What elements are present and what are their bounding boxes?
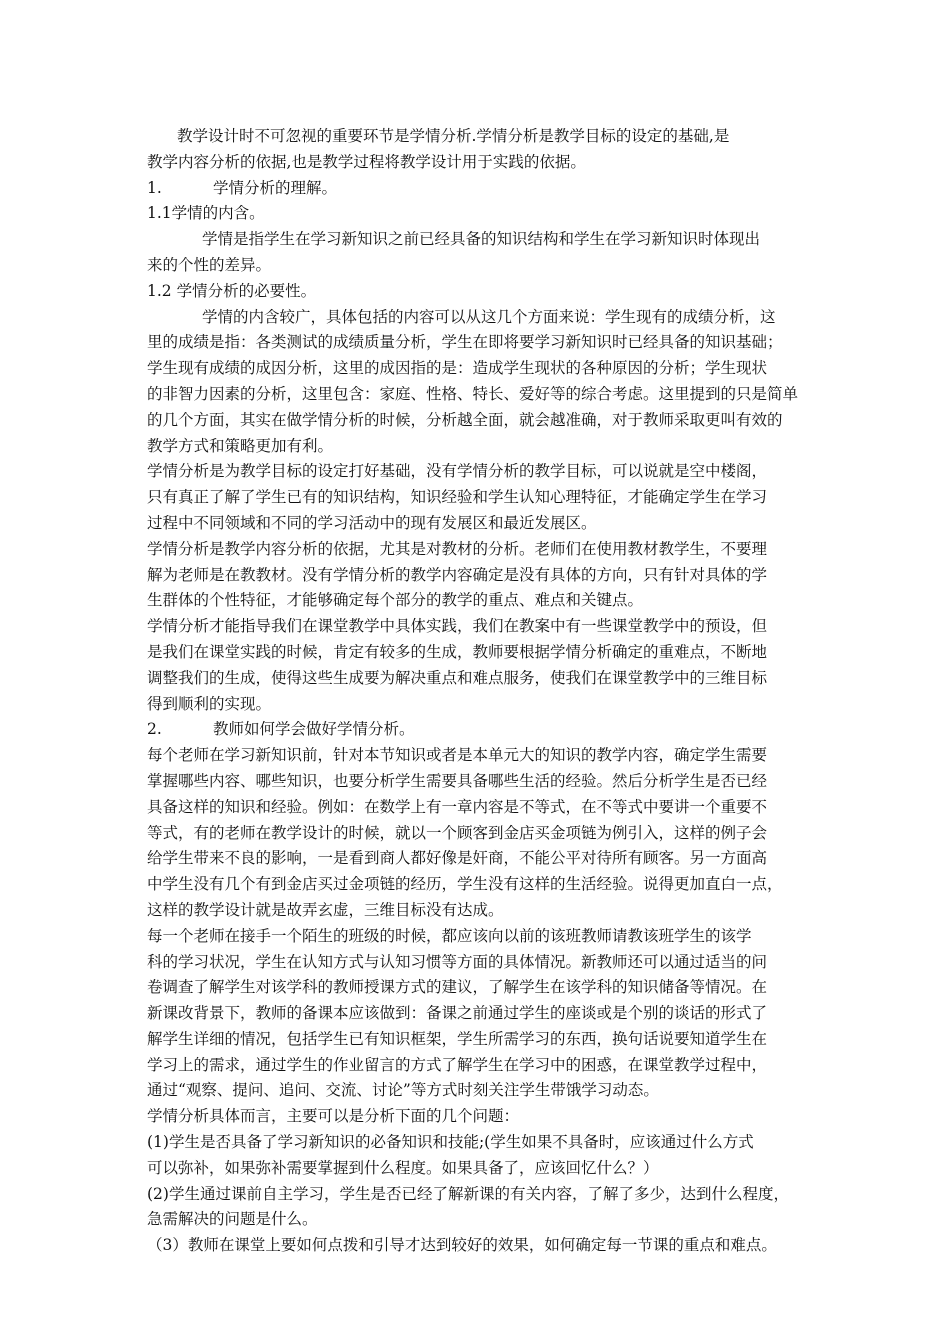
paragraph-line: 掌握哪些内容、哪些知识，也要分析学生需要具备哪些生活的经验。然后分析学生是否已经 <box>147 771 768 790</box>
paragraph-line: 来的个性的差异。 <box>147 255 272 274</box>
intro-paragraph-line: 教学内容分析的依据,也是教学过程将教学设计用于实践的依据。 <box>147 152 586 171</box>
section-number: 2. <box>147 720 162 739</box>
paragraph-line: 学情是指学生在学习新知识之前已经具备的知识结构和学生在学习新知识时体现出 <box>202 230 761 249</box>
paragraph-line: 新课改背景下，教师的备课本应该做到：备课之前通过学生的座谈或是个别的谈话的形式了 <box>147 1004 768 1023</box>
list-item-line: (2)学生通过课前自主学习，学生是否已经了解新课的有关内容，了解了多少，达到什么程度， <box>147 1184 789 1203</box>
section-number: 1. <box>147 178 162 197</box>
paragraph-line: 学生现有成绩的成因分析，这里的成因指的是：造成学生现状的各种原因的分析；学生现状 <box>147 359 768 378</box>
paragraph-line: 得到顺利的实现。 <box>147 694 272 713</box>
paragraph-line: 的非智力因素的分析，这里包含：家庭、性格、特长、爱好等的综合考虑。这里提到的只是简单 <box>147 384 799 403</box>
paragraph-line: 通过“观察、提问、追问、交流、讨论”等方式时刻关注学生带饿学习动态。 <box>147 1081 659 1100</box>
paragraph-line: 教学方式和策略更加有利。 <box>147 436 334 455</box>
paragraph-line: 里的成绩是指：各类测试的成绩质量分析，学生在即将要学习新知识时已经具备的知识基础； <box>147 333 783 352</box>
paragraph-line: 学情分析具体而言，主要可以是分析下面的几个问题： <box>147 1107 520 1126</box>
paragraph-line: 是我们在课堂实践的时候，肯定有较多的生成，教师要根据学情分析确定的重难点，不断地 <box>147 642 768 661</box>
list-item-line: 可以弥补，如果弥补需要掌握到什么程度。如果具备了，应该回忆什么？） <box>147 1158 659 1177</box>
paragraph-line: 学情分析才能指导我们在课堂教学中具体实践，我们在教案中有一些课堂教学中的预设，但 <box>147 617 768 636</box>
list-item-line: (1)学生是否具备了学习新知识的必备知识和技能;(学生如果不具备时，应该通过什么方式 <box>147 1133 754 1152</box>
paragraph-line: 给学生带来不良的影响，一是看到商人都好像是奸商，不能公平对待所有顾客。另一方面高 <box>147 849 768 868</box>
paragraph-line: 科的学习状况，学生在认知方式与认知习惯等方面的具体情况。新教师还可以通过适当的问 <box>147 952 768 971</box>
intro-paragraph-line: 教学设计时不可忽视的重要环节是学情分析.学情分析是教学目标的设定的基础,是 <box>177 127 730 145</box>
list-item-line: 急需解决的问题是什么。 <box>147 1210 318 1229</box>
paragraph-line: 只有真正了解了学生已有的知识结构，知识经验和学生认知心理特征，才能确定学生在学习 <box>147 488 768 507</box>
paragraph-line: 生群体的个性特征，才能够确定每个部分的教学的重点、难点和关键点。 <box>147 591 644 610</box>
list-item-line: （3）教师在课堂上要如何点拨和引导才达到较好的效果，如何确定每一节课的重点和难点。 <box>147 1236 777 1255</box>
subsection-heading: 1.2 学情分析的必要性。 <box>147 281 317 300</box>
paragraph-line: 学情分析是教学内容分析的依据，尤其是对教材的分析。老师们在使用教材教学生，不要理 <box>147 539 768 558</box>
paragraph-line: 解为老师是在教教材。没有学情分析的教学内容确定是没有具体的方向，只有针对具体的学 <box>147 565 768 584</box>
paragraph-line: 等式，有的老师在教学设计的时候，就以一个顾客到金店买金项链为例引入，这样的例子会 <box>147 823 768 842</box>
paragraph-line: 每个老师在学习新知识前，针对本节知识或者是本单元大的知识的教学内容，确定学生需要 <box>147 746 768 765</box>
section-heading <box>147 717 815 743</box>
section-title: 学情分析的理解。 <box>213 178 338 197</box>
section-heading <box>147 176 815 202</box>
paragraph-line: 学情分析是为教学目标的设定打好基础，没有学情分析的教学目标，可以说就是空中楼阁， <box>147 462 768 481</box>
paragraph-line: 的几个方面，其实在做学情分析的时候，分析越全面，就会越准确，对于教师采取更叫有效的 <box>147 410 783 429</box>
paragraph-line: 每一个老师在接手一个陌生的班级的时候，都应该向以前的该班教师请教该班学生的该学 <box>147 926 752 945</box>
section-title: 教师如何学会做好学情分析。 <box>213 720 415 739</box>
paragraph-line: 这样的教学设计就是故弄玄虚，三维目标没有达成。 <box>147 900 504 919</box>
paragraph-line: 学习上的需求，通过学生的作业留言的方式了解学生在学习中的困惑，在课堂教学过程中， <box>147 1055 768 1074</box>
paragraph-line: 解学生详细的情况，包括学生已有知识框架，学生所需学习的东西，换句话说要知道学生在 <box>147 1029 768 1048</box>
paragraph-line: 过程中不同领域和不同的学习活动中的现有发展区和最近发展区。 <box>147 513 597 532</box>
paragraph-line: 具备这样的知识和经验。例如：在数学上有一章内容是不等式，在不等式中要讲一个重要不 <box>147 797 768 816</box>
paragraph-line: 调整我们的生成，使得这些生成要为解决重点和难点服务，使我们在课堂教学中的三维目标 <box>147 668 768 687</box>
paragraph-line: 学情的内含较广，具体包括的内容可以从这几个方面来说：学生现有的成绩分析，这 <box>202 307 776 326</box>
subsection-heading: 1.1学情的内含。 <box>147 204 265 223</box>
paragraph-line: 卷调查了解学生对该学科的教师授课方式的建议，了解学生在该学科的知识储备等情况。在 <box>147 978 768 997</box>
paragraph-line: 中学生没有几个有到金店买过金项链的经历，学生没有这样的生活经验。说得更加直白一点， <box>147 875 783 894</box>
document-body <box>147 124 815 1259</box>
